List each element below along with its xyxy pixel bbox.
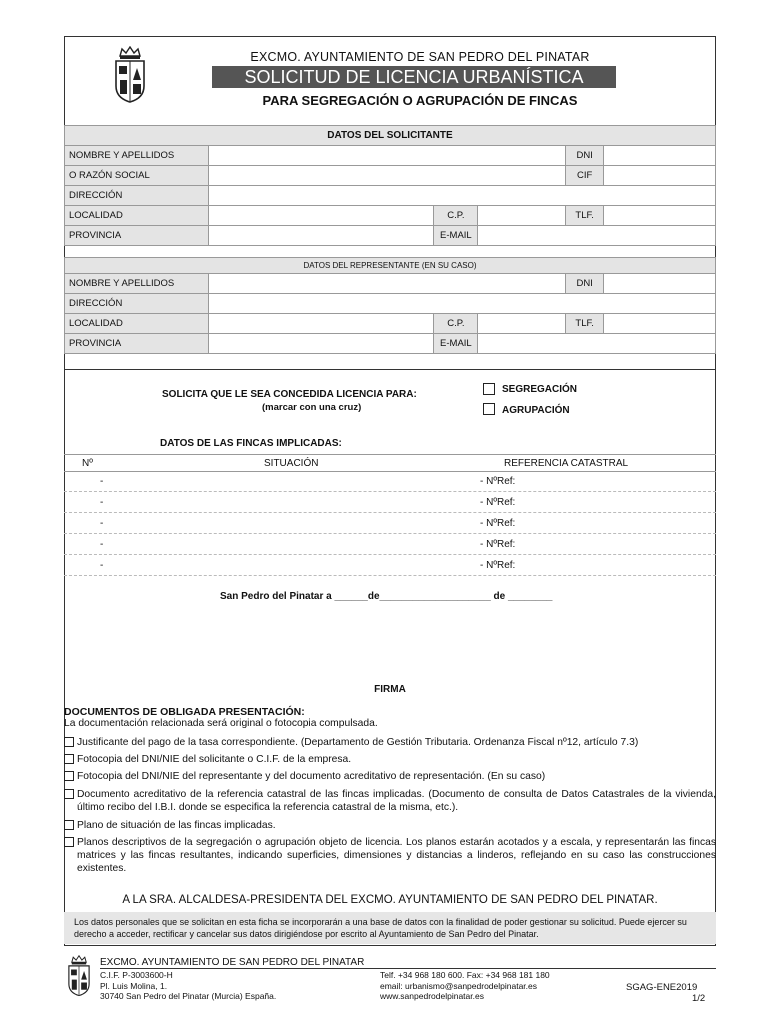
rep-city-field[interactable] — [208, 314, 434, 334]
section-divider — [64, 369, 716, 370]
applicant-email-label: E-MAIL — [434, 226, 478, 246]
applicant-section-title: DATOS DEL SOLICITANTE — [65, 126, 716, 146]
rep-address-label: DIRECCIÓN — [65, 294, 209, 314]
rep-province-label: PROVINCIA — [65, 334, 209, 354]
footer-website[interactable]: www.sanpedrodelpinatar.es — [380, 991, 484, 1001]
applicant-company-label: O RAZÓN SOCIAL — [65, 166, 209, 186]
applicant-table — [64, 125, 716, 246]
footer-divider — [100, 968, 716, 969]
finca-dash: - — [100, 560, 104, 571]
applicant-name-field[interactable] — [208, 146, 565, 166]
signature-label: FIRMA — [374, 684, 406, 695]
document-checkbox[interactable] — [64, 837, 74, 847]
footer-street: Pl. Luis Molina, 1. — [100, 981, 168, 991]
document-item — [64, 753, 716, 766]
representative-table — [64, 257, 716, 354]
footer-organization: EXCMO. AYUNTAMIENTO DE SAN PEDRO DEL PINATAR — [100, 957, 365, 968]
rep-dni-label: DNI — [566, 274, 604, 294]
document-text: Plano de situación de las fincas implicadas. — [77, 820, 276, 831]
applicant-email-field[interactable] — [478, 226, 716, 246]
fincas-col-reference: REFERENCIA CATASTRAL — [504, 458, 629, 469]
request-hint: (marcar con una cruz) — [262, 402, 362, 413]
applicant-cif-label: CIF — [566, 166, 604, 186]
applicant-phone-field[interactable] — [604, 206, 716, 226]
segregation-checkbox[interactable] — [483, 383, 495, 395]
applicant-province-field[interactable] — [208, 226, 434, 246]
finca-row[interactable] — [64, 514, 716, 534]
rep-phone-label: TLF. — [566, 314, 604, 334]
finca-row[interactable] — [64, 556, 716, 576]
rep-name-label: NOMBRE Y APELLIDOS — [65, 274, 209, 294]
footer-city: 30740 San Pedro del Pinatar (Murcia) España. — [100, 991, 277, 1001]
rep-email-field[interactable] — [478, 334, 716, 354]
finca-dash: - — [100, 539, 104, 550]
document-item — [64, 736, 716, 749]
finca-ref-label: - NºRef: — [480, 518, 516, 529]
fincas-col-number: Nº — [82, 458, 93, 469]
fincas-title: DATOS DE LAS FINCAS IMPLICADAS: — [160, 438, 342, 449]
rep-phone-field[interactable] — [604, 314, 716, 334]
document-checkbox[interactable] — [64, 789, 74, 799]
document-text: Fotocopia del DNI/NIE del representante y del documento acreditativo de representación. (En su caso) — [77, 771, 546, 782]
finca-row[interactable] — [64, 535, 716, 555]
rep-address-field[interactable] — [208, 294, 715, 314]
document-text: Justificante del pago de la tasa correspondiente. (Departamento de Gestión Tributaria. Ordenanza Fiscal nº12, artículo 7.3) — [77, 737, 639, 748]
documents-title: DOCUMENTOS DE OBLIGADA PRESENTACIÓN: — [64, 706, 305, 718]
document-text: Fotocopia del DNI/NIE del solicitante o C.I.F. de la empresa. — [77, 754, 352, 765]
fincas-col-situation: SITUACIÓN — [264, 458, 319, 469]
finca-row[interactable] — [64, 493, 716, 513]
rep-dni-field[interactable] — [604, 274, 716, 294]
rep-cp-field[interactable] — [478, 314, 566, 334]
applicant-cp-label: C.P. — [434, 206, 478, 226]
finca-ref-label: - NºRef: — [480, 497, 516, 508]
applicant-cp-field[interactable] — [478, 206, 566, 226]
form-subtitle: PARA SEGREGACIÓN O AGRUPACIÓN DE FINCAS — [262, 93, 578, 108]
segregation-label: SEGREGACIÓN — [502, 384, 578, 395]
privacy-notice: Los datos personales que se solicitan en esta ficha se incorporarán a una base de datos con la finalidad de poder gestionar su solicitud. Puede ejercer su derecho a acceder, rectificar y cancelar sus datos dirigiéndose por escrito al Ayuntamiento de San Pedro del Pinatar. — [64, 912, 716, 944]
finca-dash: - — [100, 476, 104, 487]
finca-ref-label: - NºRef: — [480, 476, 516, 487]
rep-cp-label: C.P. — [434, 314, 478, 334]
rep-province-field[interactable] — [208, 334, 434, 354]
request-text: SOLICITA QUE LE SEA CONCEDIDA LICENCIA PARA: — [162, 389, 417, 400]
finca-ref-label: - NºRef: — [480, 539, 516, 550]
form-code: SGAG-ENE2019 — [626, 982, 698, 993]
page-number: 1/2 — [692, 993, 706, 1004]
addressee: A LA SRA. ALCALDESA-PRESIDENTA DEL EXCMO. AYUNTAMIENTO DE SAN PEDRO DEL PINATAR. — [122, 894, 658, 906]
document-text: Planos descriptivos de la segregación o agrupación objeto de licencia. Los planos estarán acotados y a escala, y representarán las fincas matrices y las fincas resultantes, indicando superficies, dimensiones y distancias a linderos, reflejando en su caso las construcciones existentes. — [77, 837, 716, 874]
finca-row[interactable] — [64, 472, 716, 492]
document-item — [64, 770, 716, 783]
finca-dash: - — [100, 518, 104, 529]
rep-name-field[interactable] — [208, 274, 565, 294]
rep-email-label: E-MAIL — [434, 334, 478, 354]
representative-section-title: DATOS DEL REPRESENTANTE (EN SU CASO) — [65, 258, 716, 274]
footer-coat-of-arms-icon — [66, 954, 92, 998]
footer-phone: Telf. +34 968 180 600. Fax: +34 968 181 180 — [380, 970, 550, 980]
document-checkbox[interactable] — [64, 771, 74, 781]
applicant-company-field[interactable] — [208, 166, 565, 186]
header-organization: EXCMO. AYUNTAMIENTO DE SAN PEDRO DEL PINATAR — [250, 50, 590, 64]
document-item — [64, 819, 716, 832]
document-text: Documento acreditativo de la referencia catastral de las fincas implicadas. (Documento de consulta de Datos Catastrales de la vivienda, último recibo del I.B.I. donde se especifica la referencia catastral de la misma, etc.). — [77, 789, 716, 813]
footer-email[interactable]: email: urbanismo@sanpedrodelpinatar.es — [380, 981, 537, 991]
fincas-header — [64, 454, 716, 472]
applicant-address-label: DIRECCIÓN — [65, 186, 209, 206]
document-item — [64, 836, 716, 875]
applicant-city-field[interactable] — [208, 206, 434, 226]
document-checkbox[interactable] — [64, 754, 74, 764]
rep-city-label: LOCALIDAD — [65, 314, 209, 334]
document-checkbox[interactable] — [64, 737, 74, 747]
form-title: SOLICITUD DE LICENCIA URBANÍSTICA — [212, 66, 616, 88]
applicant-name-label: NOMBRE Y APELLIDOS — [65, 146, 209, 166]
applicant-dni-field[interactable] — [604, 146, 716, 166]
coat-of-arms-icon — [112, 46, 148, 104]
grouping-checkbox[interactable] — [483, 403, 495, 415]
applicant-cif-field[interactable] — [604, 166, 716, 186]
applicant-province-label: PROVINCIA — [65, 226, 209, 246]
finca-dash: - — [100, 497, 104, 508]
applicant-phone-label: TLF. — [566, 206, 604, 226]
applicant-dni-label: DNI — [566, 146, 604, 166]
applicant-address-field[interactable] — [208, 186, 715, 206]
grouping-label: AGRUPACIÓN — [502, 405, 570, 416]
footer-cif: C.I.F. P-3003600-H — [100, 970, 173, 980]
applicant-city-label: LOCALIDAD — [65, 206, 209, 226]
document-checkbox[interactable] — [64, 820, 74, 830]
date-line: San Pedro del Pinatar a ______de____________________ de ________ — [220, 591, 553, 602]
finca-ref-label: - NºRef: — [480, 560, 516, 571]
document-item — [64, 788, 716, 814]
documents-note: La documentación relacionada será original o fotocopia compulsada. — [64, 718, 378, 729]
